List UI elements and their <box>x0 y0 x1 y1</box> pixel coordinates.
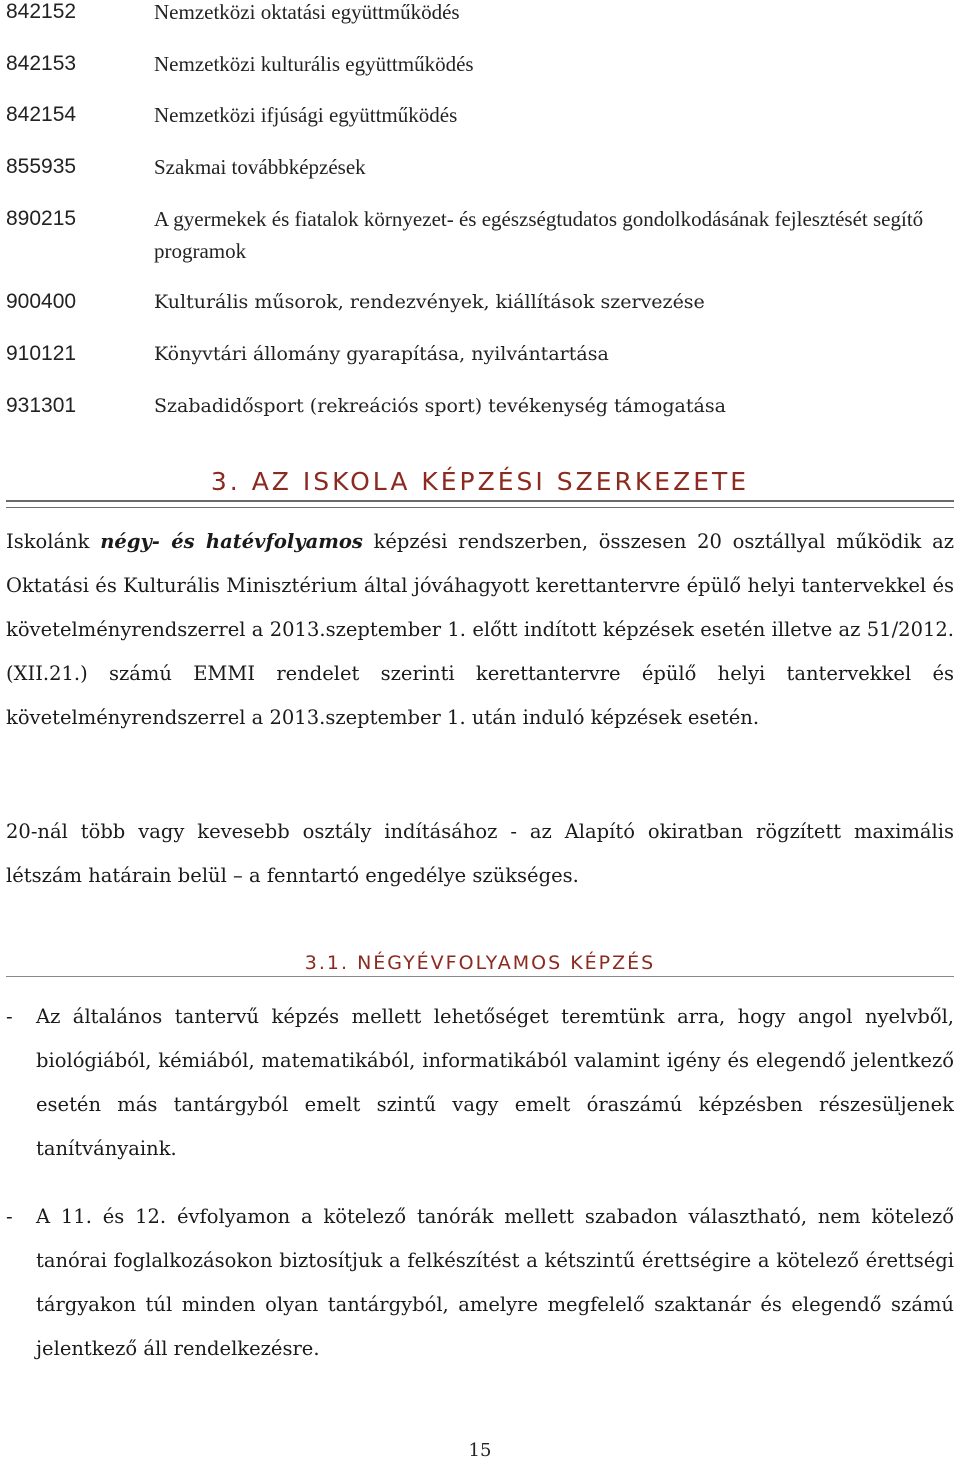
list-item-text: Az általános tantervű képzés mellett lehetőséget teremtünk arra, hogy angol nyelvből, biológiából, kémiából, matematikából, informatikából valamint igény és elegendő jelentkező esetén más tantárgyból emelt szintű vagy emelt óraszámú képzésben részesüljenek tanítványaink. <box>36 1005 954 1160</box>
activity-code: 842152 <box>6 0 77 23</box>
activity-description: A gyermekek és fiatalok környezet- és egészségtudatos gondolkodásának fejlesztését segítő programok <box>154 207 924 263</box>
bullet-marker: - <box>6 1205 13 1228</box>
activity-code: 910121 <box>6 342 77 365</box>
page-number: 15 <box>468 1440 492 1461</box>
activity-description: Könyvtári állomány gyarapítása, nyilvántartása <box>154 343 609 365</box>
subheading-divider <box>6 976 954 977</box>
activity-description: Kulturális műsorok, rendezvények, kiállítások szervezése <box>154 291 705 313</box>
bullet-marker: - <box>6 1005 13 1028</box>
activity-code: 842153 <box>6 52 77 75</box>
activity-description: Nemzetközi kulturális együttműködés <box>154 52 474 76</box>
activity-code: 900400 <box>6 290 77 313</box>
activity-code: 855935 <box>6 155 77 178</box>
activity-code: 890215 <box>6 207 77 230</box>
activity-code: 842154 <box>6 103 77 126</box>
activity-description: Szabadidősport (rekreációs sport) tevékenység támogatása <box>154 395 726 417</box>
subsection-heading: 3.1. NÉGYÉVFOLYAMOS KÉPZÉS <box>304 952 656 974</box>
activity-code: 931301 <box>6 394 77 417</box>
heading-divider <box>6 500 954 508</box>
activity-description: Nemzetközi ifjúsági együttműködés <box>154 103 458 127</box>
paragraph-text: képzési rendszerben, összesen 20 osztállyal működik az Oktatási és Kulturális Minisztérium által jóváhagyott kerettantervre épülő helyi tantervekkel és követelményrendszerrel a 2013.szeptember 1. előtt indított képzések esetén illetve az 51/2012.(XII.21.) számú EMMI rendelet szerinti kerettantervre épülő helyi tantervekkel és követelményrendszerrel a 2013.szeptember 1. után induló képzések esetén. <box>6 530 954 729</box>
paragraph-text: Iskolánk <box>6 530 101 553</box>
activity-description: Nemzetközi oktatási együttműködés <box>154 0 460 24</box>
activity-description: Szakmai továbbképzések <box>154 155 366 179</box>
emphasized-text: négy- és hatévfolyamos <box>100 530 363 553</box>
section-heading: 3. AZ ISKOLA KÉPZÉSI SZERKEZETE <box>210 467 750 496</box>
paragraph-class-limit: 20-nál több vagy kevesebb osztály indításához - az Alapító okiratban rögzített maximális létszám határain belül – a fenntartó engedélye szükséges. <box>6 820 954 887</box>
paragraph-training-structure <box>6 520 954 740</box>
list-item-text: A 11. és 12. évfolyamon a kötelező tanórák mellett szabadon választható, nem kötelező tanórai foglalkozásokon biztosítjuk a felkészítést a kétszintű érettségire a kötelező érettségi tárgyakon túl minden olyan tantárgyból, amelyre megfelelő szaktanár és elegendő számú jelentkező áll rendelkezésre. <box>36 1205 954 1360</box>
